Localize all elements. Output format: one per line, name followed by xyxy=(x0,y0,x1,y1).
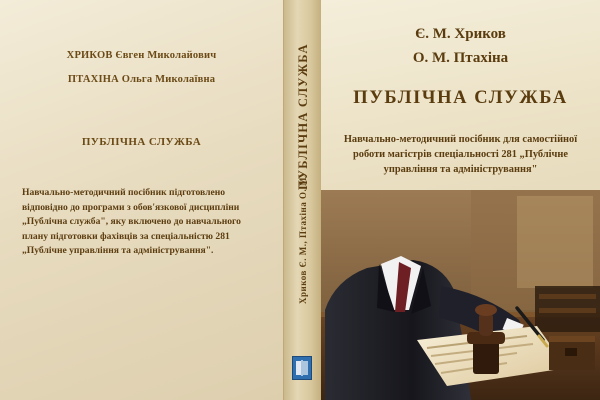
back-cover-annotation: Навчально-методичний посібник підготовлено відповідно до програми з обов'язкової дисципліни „Публічна служба", яку включено до навчального плану підготовки фахівців за спеціальністю 281 „Публічне управління та адміністрування". xyxy=(22,187,241,257)
front-cover-photo xyxy=(321,190,600,400)
book-spine xyxy=(283,0,323,400)
back-cover-author-1: ХРИКОВ Євген Миколайович xyxy=(66,50,217,61)
front-cover-author-1: Є. М. Хриков xyxy=(415,26,506,42)
back-cover-author-2: ПТАХІНА Ольга Миколаївна xyxy=(67,74,216,85)
back-cover-authors xyxy=(0,44,283,92)
front-cover-title: ПУБЛІЧНА СЛУЖБА xyxy=(353,88,568,108)
spine-authors: Хриков Є. М., Птахіна О. М. xyxy=(298,174,308,304)
front-cover-author-2: О. М. Птахіна xyxy=(412,50,509,66)
publisher-emblem-icon xyxy=(292,356,312,380)
spine-title: ПУБЛІЧНА СЛУЖБА xyxy=(295,43,310,190)
back-cover-title: ПУБЛІЧНА СЛУЖБА xyxy=(81,136,202,148)
back-cover-panel xyxy=(0,0,283,400)
front-cover-authors xyxy=(321,22,600,70)
front-cover-subtitle: Навчально-методичний посібник для самостійної роботи магістрів спеціальності 281 „Публічне управління та адміністрування" xyxy=(343,134,578,175)
